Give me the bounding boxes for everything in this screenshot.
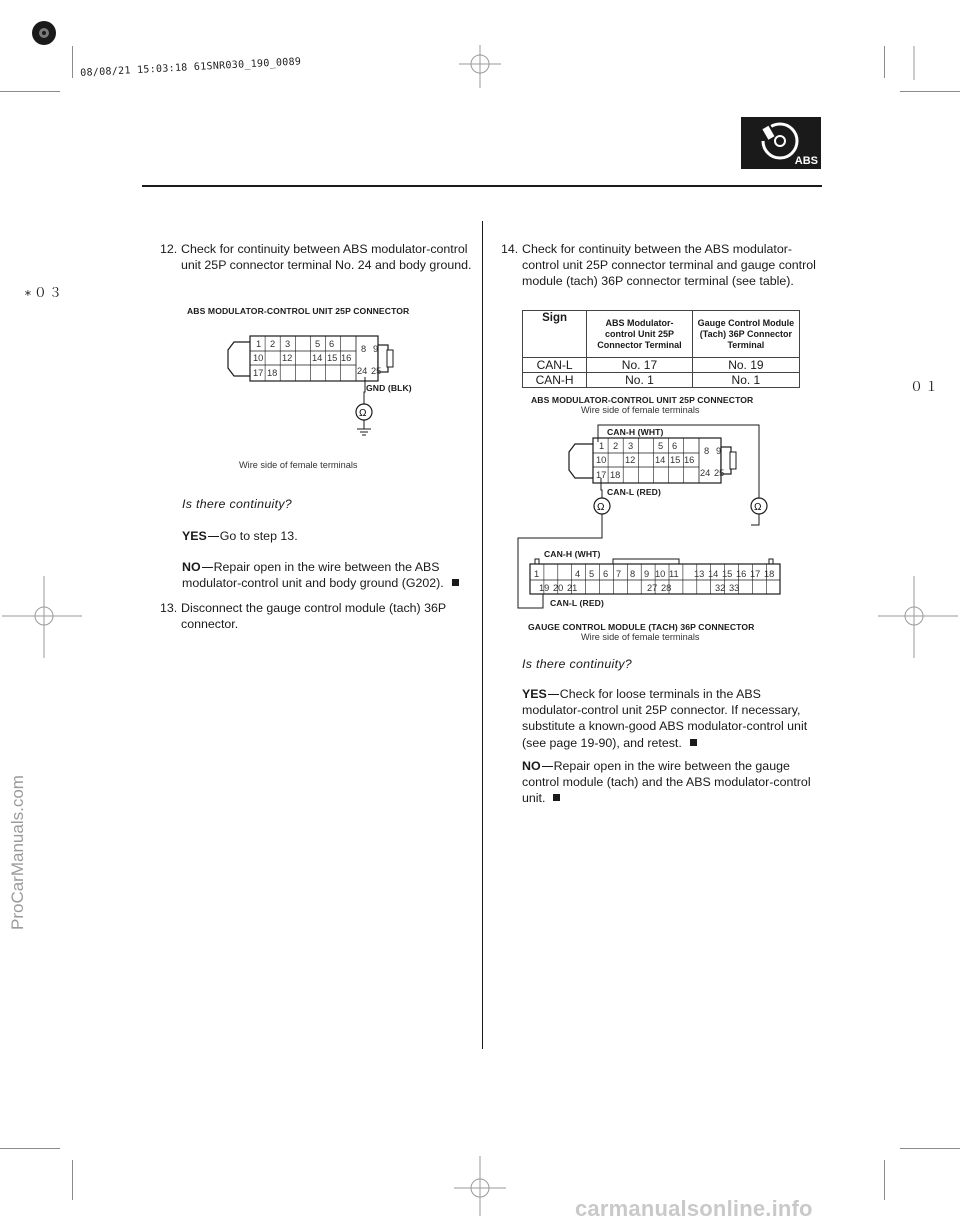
table-cell: CAN-L — [523, 358, 587, 373]
pin-label: 14 — [312, 353, 323, 363]
registration-targets — [0, 0, 960, 120]
pin-label: 20 — [553, 583, 564, 593]
table-cell: No. 1 — [692, 373, 799, 388]
pin-label: 14 — [708, 569, 719, 579]
pin-label: 19 — [539, 583, 550, 593]
badge-label: ABS — [794, 155, 818, 167]
no-label: NO — [182, 560, 201, 574]
end-mark — [553, 794, 560, 801]
pin-label: 5 — [589, 569, 595, 579]
pin-label: 16 — [684, 455, 695, 465]
can-l-label-bottom: CAN-L (RED) — [550, 598, 604, 608]
pin-label: 6 — [603, 569, 609, 579]
abs-section-badge — [741, 117, 821, 169]
no-text: Repair open in the wire between the ABS modulator-control unit and body ground (G202). — [182, 560, 444, 591]
pin-label: 18 — [610, 470, 621, 480]
pin-label: 28 — [661, 583, 672, 593]
step-14 — [501, 241, 822, 290]
gnd-label: GND (BLK) — [366, 383, 412, 393]
pin-label: 17 — [750, 569, 761, 579]
pin-label: 11 — [669, 569, 679, 579]
pin-label: 6 — [329, 339, 335, 349]
pin-label: 10 — [655, 569, 666, 579]
pin-label: 12 — [282, 353, 293, 363]
step-13 — [160, 600, 481, 632]
pin-label: 9 — [644, 569, 650, 579]
pin-label: 8 — [704, 446, 710, 456]
continuity-diagram — [515, 420, 805, 618]
pin-label: 5 — [315, 339, 321, 349]
pin-label: 15 — [722, 569, 733, 579]
answer-yes — [182, 528, 472, 544]
pin-label: 10 — [596, 455, 607, 465]
table-header: Sign — [523, 311, 587, 358]
pin-label: 25 — [371, 366, 382, 376]
yes-text: Check for loose terminals in the ABS modulator-control unit 25P connector. If necessary, substitute a known-good ABS modulator-control unit (see page 19-90), and retest. — [522, 687, 808, 750]
step-number: 12. — [160, 242, 178, 256]
pin-label: 4 — [575, 569, 581, 579]
ohm-symbol: Ω — [359, 408, 367, 419]
can-h-label-top: CAN-H (WHT) — [607, 427, 664, 437]
question: Is there continuity? — [182, 497, 293, 511]
pin-label: 9 — [716, 446, 722, 456]
side-watermark: ProCarManuals.com — [8, 775, 27, 930]
table-cell: No. 17 — [587, 358, 693, 373]
pin-label: 15 — [327, 353, 338, 363]
pin-label: 25 — [714, 468, 725, 478]
table-header-row — [523, 311, 800, 358]
svg-text:Ω: Ω — [754, 502, 762, 513]
answer-no — [182, 559, 472, 591]
table-header: ABS Modulator-control Unit 25P Connector Terminal — [587, 311, 693, 358]
margin-code-right: ０１ — [910, 380, 941, 395]
pin-label: 1 — [599, 441, 605, 451]
yes-label: YES — [182, 529, 207, 543]
column-divider — [482, 221, 483, 1049]
pin-label: 24 — [357, 366, 368, 376]
header-rule — [142, 185, 822, 187]
diagram-caption: Wire side of female terminals — [581, 632, 700, 642]
pin-label: 33 — [729, 583, 740, 593]
step-text: Check for continuity between the ABS modulator-control unit 25P connector terminal and gauge control module (tach) 36P connector terminal (see table). — [522, 242, 816, 289]
answer-yes — [522, 686, 814, 751]
step-number: 14. — [501, 242, 519, 256]
bottom-watermark: carmanualsonline.info — [575, 1196, 813, 1221]
table-header: Gauge Control Module (Tach) 36P Connector Terminal — [692, 311, 799, 358]
bottom-target — [440, 1150, 520, 1223]
can-h-label-bottom: CAN-H (WHT) — [544, 549, 601, 559]
pin-label: 18 — [267, 368, 278, 378]
pin-label: 1 — [256, 339, 262, 349]
diagram-title: ABS MODULATOR-CONTROL UNIT 25P CONNECTOR — [531, 395, 754, 405]
step-text: Disconnect the gauge control module (tach) 36P connector. — [181, 601, 446, 632]
pin-label: 16 — [736, 569, 747, 579]
pin-label: 14 — [655, 455, 666, 465]
step-number: 13. — [160, 601, 178, 615]
diagram-title: ABS MODULATOR-CONTROL UNIT 25P CONNECTOR — [187, 306, 410, 316]
print-stamp: 08/08/21 15:03:18 61SNR030_190_0089 — [80, 56, 302, 79]
pin-label: 16 — [341, 353, 352, 363]
pin-label: 1 — [534, 569, 540, 579]
yes-text: Go to step 13. — [219, 529, 298, 543]
answer-no — [522, 758, 814, 807]
pin-label: 17 — [253, 368, 264, 378]
pin-label: 5 — [658, 441, 664, 451]
pin-label: 17 — [596, 470, 607, 480]
table-cell: CAN-H — [523, 373, 587, 388]
pin-label: 10 — [253, 353, 264, 363]
pin-label: 2 — [270, 339, 276, 349]
diagram-caption: Wire side of female terminals — [239, 460, 358, 470]
pin-label: 21 — [567, 583, 578, 593]
diagram-title: GAUGE CONTROL MODULE (TACH) 36P CONNECTOR — [528, 622, 755, 632]
no-label: NO — [522, 759, 541, 773]
pin-label: 12 — [625, 455, 636, 465]
can-l-label-top: CAN-L (RED) — [607, 487, 661, 497]
end-mark — [690, 739, 697, 746]
pin-label: 15 — [670, 455, 681, 465]
pin-label: 13 — [694, 569, 705, 579]
pin-label: 24 — [700, 468, 711, 478]
yes-label: YES — [522, 687, 547, 701]
table-row — [523, 358, 800, 373]
pin-label: 6 — [672, 441, 678, 451]
svg-text:Ω: Ω — [597, 502, 605, 513]
ground-icon — [357, 429, 371, 435]
pin-label: 3 — [285, 339, 291, 349]
pin-label: 2 — [613, 441, 619, 451]
pin-label: 3 — [628, 441, 634, 451]
pin-label: 27 — [647, 583, 658, 593]
diagram-caption: Wire side of female terminals — [581, 405, 700, 415]
step-text: Check for continuity between ABS modulator-control unit 25P connector terminal No. 24 and body ground. — [181, 242, 472, 273]
table-cell: No. 19 — [692, 358, 799, 373]
step-12 — [160, 241, 481, 273]
no-text: Repair open in the wire between the gauge control module (tach) and the ABS modulator-control unit. — [522, 759, 811, 806]
pin-label: 8 — [630, 569, 636, 579]
end-mark — [452, 579, 459, 586]
table-row — [523, 373, 800, 388]
pin-label: 8 — [361, 344, 367, 354]
pin-label: 9 — [373, 344, 379, 354]
table-cell: No. 1 — [587, 373, 693, 388]
pin-label: 18 — [764, 569, 775, 579]
terminal-table — [522, 310, 800, 388]
pin-label: 7 — [616, 569, 622, 579]
margin-code-left: ∗０３ — [24, 286, 64, 301]
pin-label: 32 — [715, 583, 726, 593]
question: Is there continuity? — [522, 657, 633, 671]
